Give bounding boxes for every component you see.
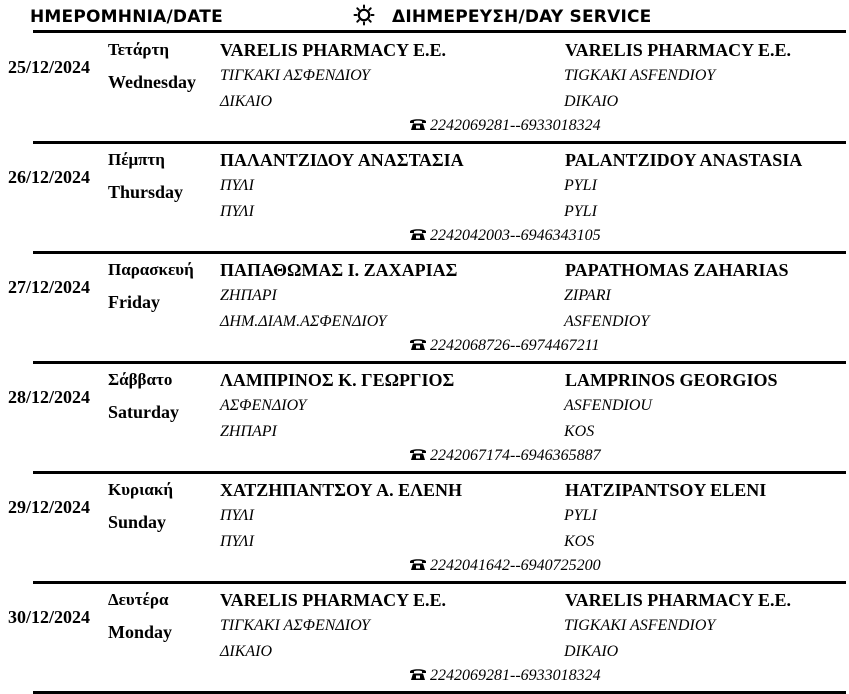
pharmacy-name-english: VARELIS PHARMACY E.E. xyxy=(565,590,792,610)
entry-date: 30/12/2024 xyxy=(8,607,91,627)
date-column-title: ΗΜΕΡΟΜΗΝΙΑ/DATE xyxy=(30,7,223,27)
location-line2-greek: ΔΗΜ.ΔΙΑΜ.ΑΣΦΕΝΔΙΟΥ xyxy=(220,313,387,330)
location-line1-english: TIGKAKI ASFENDIOY xyxy=(564,617,716,634)
location-line1-greek: ΑΣΦΕΝΔΙΟΥ xyxy=(220,397,307,414)
entry-day-english: Saturday xyxy=(108,402,180,422)
sun-icon xyxy=(353,4,375,26)
location-line2-greek: ΔΙΚΑΙΟ xyxy=(220,643,273,660)
entry-date: 27/12/2024 xyxy=(8,277,91,297)
schedule-header xyxy=(0,0,849,31)
pharmacy-name-greek: ΛΑΜΠΡΙΝΟΣ Κ. ΓΕΩΡΓΙΟΣ xyxy=(220,370,455,390)
telephone-icon xyxy=(409,667,427,681)
location-line2-english: KOS xyxy=(564,423,595,440)
pharmacy-name-greek: ΠΑΛΑΝΤΖΙΔΟΥ ΑΝΑΣΤΑΣΙΑ xyxy=(220,150,464,170)
phone-number-text: 2242067174--6946365887 xyxy=(430,447,601,464)
pharmacy-name-english: LAMPRINOS GEORGIOS xyxy=(565,370,778,390)
schedule-entry xyxy=(0,144,849,254)
pharmacy-name-english: PALANTZIDOY ANASTASIA xyxy=(565,150,803,170)
location-line2-english: PYLI xyxy=(564,203,597,220)
phone-numbers xyxy=(409,117,601,135)
location-line2-greek: ΖΗΠΑΡΙ xyxy=(220,423,277,440)
location-line2-greek: ΠΥΛΙ xyxy=(220,533,254,550)
pharmacy-name-english: PAPATHOMAS ZAHARIAS xyxy=(565,260,789,280)
entry-date: 29/12/2024 xyxy=(8,497,91,517)
entry-day-greek: Παρασκευή xyxy=(108,260,194,279)
pharmacy-name-greek: ΠΑΠΑΘΩΜΑΣ Ι. ΖΑΧΑΡΙΑΣ xyxy=(220,260,458,280)
phone-number-text: 2242069281--6933018324 xyxy=(430,117,601,134)
pharmacy-name-greek: VARELIS PHARMACY Ε.Ε. xyxy=(220,590,447,610)
phone-numbers xyxy=(409,447,601,465)
telephone-icon xyxy=(409,557,427,571)
phone-number-text: 2242069281--6933018324 xyxy=(430,667,601,684)
entry-day-greek: Κυριακή xyxy=(108,480,173,499)
entry-day-greek: Πέμπτη xyxy=(108,150,165,169)
location-line1-english: ASFENDIOU xyxy=(564,397,652,414)
entry-day-english: Thursday xyxy=(108,182,184,202)
schedule-entry xyxy=(0,34,849,144)
phone-numbers xyxy=(409,557,601,575)
location-line1-english: ZIPARI xyxy=(564,287,611,304)
entry-day-english: Wednesday xyxy=(108,72,197,92)
phone-number-text: 2242041642--6940725200 xyxy=(430,557,601,574)
day-service-title: ΔΙΗΜΕΡΕΥΣΗ/DAY SERVICE xyxy=(392,7,652,27)
pharmacy-name-greek: ΧΑΤΖΗΠΑΝΤΣΟΥ Α. ΕΛΕΝΗ xyxy=(220,480,462,500)
location-line1-greek: ΠΥΛΙ xyxy=(220,507,254,524)
entry-date: 28/12/2024 xyxy=(8,387,91,407)
pharmacy-name-english: VARELIS PHARMACY E.E. xyxy=(565,40,792,60)
pharmacy-name-greek: VARELIS PHARMACY Ε.Ε. xyxy=(220,40,447,60)
location-line1-greek: ΤΙΓΚΑΚΙ ΑΣΦΕΝΔΙΟΥ xyxy=(220,617,370,634)
pharmacy-name-english: HATZIPANTSOY ELENI xyxy=(565,480,767,500)
entry-day-greek: Δευτέρα xyxy=(108,590,169,609)
schedule-entry xyxy=(0,254,849,364)
entry-day-english: Friday xyxy=(108,292,160,312)
phone-numbers xyxy=(409,337,599,355)
location-line1-english: TIGKAKI ASFENDIOY xyxy=(564,67,716,84)
phone-number-text: 2242068726--6974467211 xyxy=(430,337,600,354)
location-line2-english: ASFENDIOY xyxy=(564,313,650,330)
entry-day-greek: Τετάρτη xyxy=(108,40,169,59)
location-line2-english: DIKAIO xyxy=(564,643,619,660)
location-line2-english: KOS xyxy=(564,533,595,550)
location-line1-greek: ΖΗΠΑΡΙ xyxy=(220,287,277,304)
location-line2-english: DIKAIO xyxy=(564,93,619,110)
entry-day-english: Monday xyxy=(108,622,173,642)
telephone-icon xyxy=(409,337,427,351)
header-divider xyxy=(33,30,846,33)
schedule-entry xyxy=(0,584,849,694)
location-line1-greek: ΠΥΛΙ xyxy=(220,177,254,194)
entry-day-english: Sunday xyxy=(108,512,167,532)
location-line1-greek: ΤΙΓΚΑΚΙ ΑΣΦΕΝΔΙΟΥ xyxy=(220,67,370,84)
location-line2-greek: ΠΥΛΙ xyxy=(220,203,254,220)
phone-numbers xyxy=(409,227,601,245)
location-line1-english: PYLI xyxy=(564,507,597,524)
telephone-icon xyxy=(409,227,427,241)
location-line2-greek: ΔΙΚΑΙΟ xyxy=(220,93,273,110)
schedule-entry xyxy=(0,474,849,584)
telephone-icon xyxy=(409,447,427,461)
schedule-entry xyxy=(0,364,849,474)
location-line1-english: PYLI xyxy=(564,177,597,194)
entry-date: 25/12/2024 xyxy=(8,57,91,77)
entry-date: 26/12/2024 xyxy=(8,167,91,187)
telephone-icon xyxy=(409,117,427,131)
phone-number-text: 2242042003--6946343105 xyxy=(430,227,601,244)
entry-day-greek: Σάββατο xyxy=(108,370,173,389)
phone-numbers xyxy=(409,667,601,685)
